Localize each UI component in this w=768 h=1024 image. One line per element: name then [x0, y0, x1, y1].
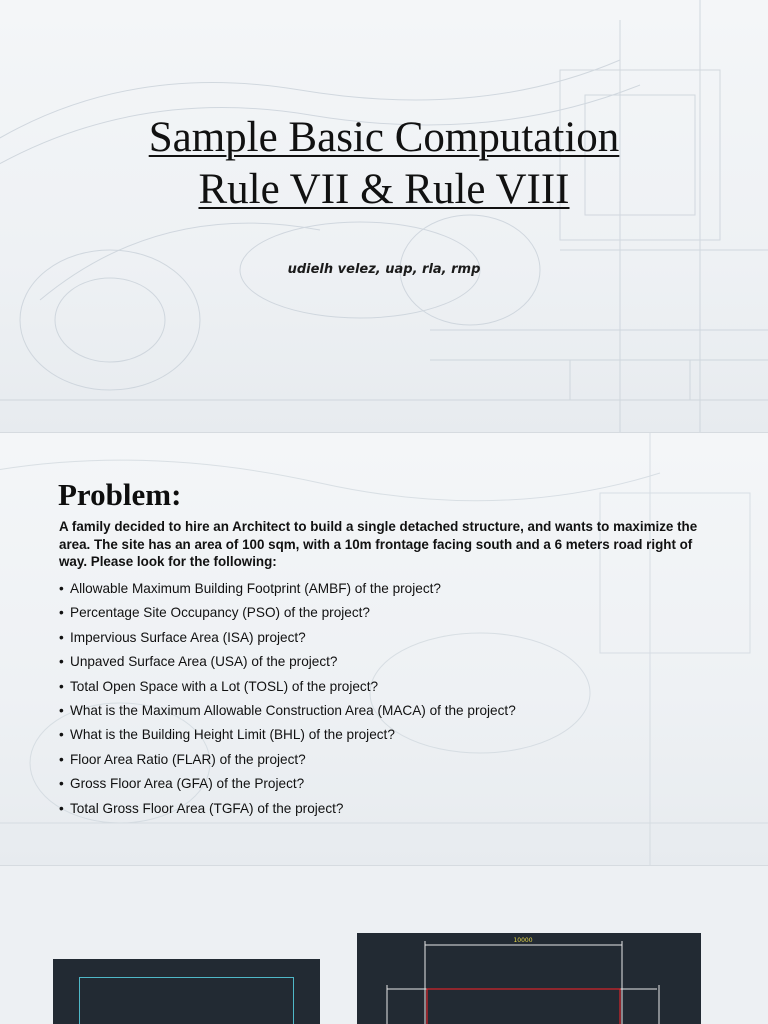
lot-outline — [79, 977, 294, 1024]
bullet-icon: • — [59, 727, 64, 743]
list-item — [59, 772, 739, 796]
list-item — [59, 675, 739, 699]
question-text: Unpaved Surface Area (USA) of the project? — [70, 654, 338, 670]
list-item — [59, 650, 739, 674]
list-item — [59, 723, 739, 747]
bullet-icon: • — [59, 629, 64, 645]
list-item — [59, 626, 739, 650]
list-item — [59, 797, 739, 821]
site-plan-drawing — [357, 933, 701, 1024]
problem-heading: Problem: — [58, 477, 182, 512]
question-text: Floor Area Ratio (FLAR) of the project? — [70, 751, 306, 767]
bullet-icon: • — [59, 703, 64, 719]
slide-title — [0, 112, 768, 216]
question-text: Allowable Maximum Building Footprint (AMBF) of the project? — [70, 581, 441, 596]
title-slide — [0, 0, 768, 432]
question-text: Total Open Space with a Lot (TOSL) of the project? — [70, 678, 379, 694]
question-text: Gross Floor Area (GFA) of the Project? — [70, 776, 305, 792]
cad-drawing-left — [53, 959, 320, 1024]
question-text: What is the Building Height Limit (BHL) of the project? — [70, 727, 395, 743]
question-text: Percentage Site Occupancy (PSO) of the project? — [70, 605, 370, 621]
problem-statement: A family decided to hire an Architect to build a single detached structure, and wants to maximize the area. The site has an area of 100 sqm, with a 10m frontage facing south and a 6 meters road right of way. Please look for the following: — [59, 519, 698, 569]
bullet-icon: • — [59, 605, 64, 621]
title-line-2: Rule VII & Rule VIII — [198, 166, 570, 213]
list-item — [59, 577, 739, 601]
drawing-slide — [0, 866, 768, 1024]
bullet-icon: • — [59, 751, 64, 767]
question-text: Total Gross Floor Area (TGFA) of the project? — [70, 800, 344, 816]
question-list — [59, 577, 739, 821]
cad-drawing-right — [357, 933, 701, 1024]
bullet-icon: • — [59, 776, 64, 792]
list-item — [59, 601, 739, 625]
question-text: What is the Maximum Allowable Construction Area (MACA) of the project? — [70, 703, 516, 719]
blueprint-background — [0, 0, 768, 432]
building-footprint — [427, 989, 620, 1024]
question-text: Impervious Surface Area (ISA) project? — [70, 629, 306, 645]
bullet-icon: • — [59, 581, 64, 596]
problem-slide — [0, 433, 768, 865]
dimension-label: 10000 — [513, 937, 533, 944]
list-item — [59, 699, 739, 723]
bullet-icon: • — [59, 678, 64, 694]
bullet-icon: • — [59, 654, 64, 670]
author-credit: udielh velez, uap, rla, rmp — [287, 262, 481, 277]
list-item — [59, 748, 739, 772]
title-line-1: Sample Basic Computation — [148, 114, 620, 161]
bullet-icon: • — [59, 800, 64, 816]
